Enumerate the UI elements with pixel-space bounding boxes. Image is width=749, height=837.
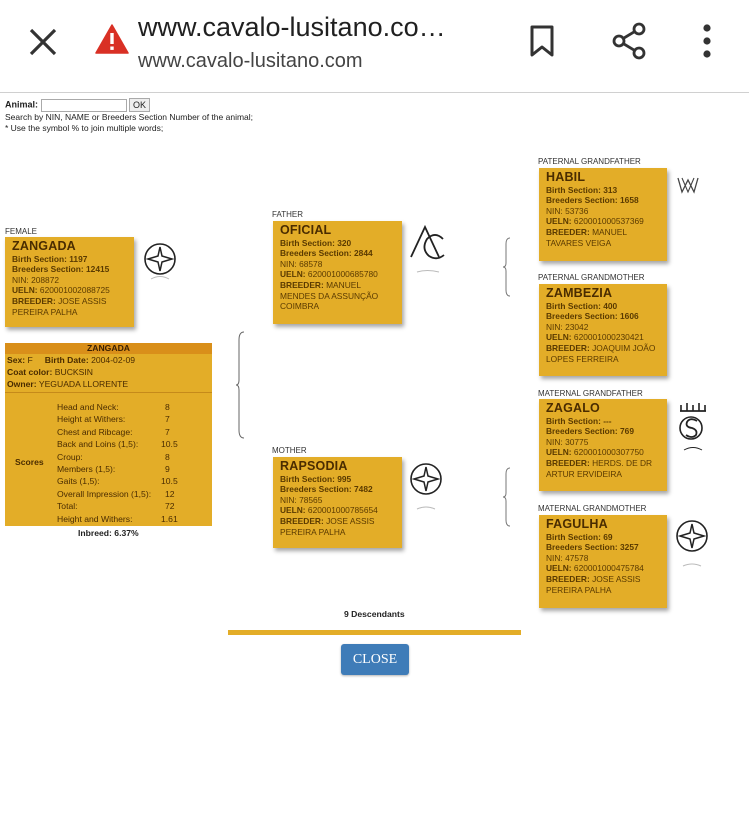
search-help-2: * Use the symbol % to join multiple words; xyxy=(5,123,164,133)
horse-name: ZAMBEZIA xyxy=(546,286,613,300)
score-name: Total: xyxy=(57,501,78,512)
ueln-label: UELN: xyxy=(546,563,572,574)
horse-name: RAPSODIA xyxy=(280,459,348,473)
horse-name: FAGULHA xyxy=(546,517,608,531)
mgf-section-label: MATERNAL GRANDFATHER xyxy=(538,389,643,398)
share-icon[interactable] xyxy=(610,22,648,60)
birth-section: Birth Section: 400 xyxy=(546,300,618,311)
coat-value: BUCKSIN xyxy=(54,367,93,377)
mgm-section-label: MATERNAL GRANDMOTHER xyxy=(538,504,647,513)
breeder-label: BREEDER: xyxy=(546,457,590,468)
descendants-count[interactable]: 9 Descendants xyxy=(344,609,405,619)
crown-s-brand-icon xyxy=(676,401,710,453)
ueln-label: UELN: xyxy=(546,447,572,458)
ueln: 620001000475784 xyxy=(573,563,644,574)
breeder-label: BREEDER: xyxy=(280,515,324,526)
descendants-bar xyxy=(228,630,521,635)
score-value: 72 xyxy=(165,501,175,512)
mother-card[interactable] xyxy=(273,457,402,548)
breeder-label: BREEDER: xyxy=(12,295,56,306)
inbreed-value: Inbreed: 6.37% xyxy=(78,528,139,538)
score-value: 10.5 xyxy=(161,476,178,487)
nin: NIN: 30775 xyxy=(546,436,589,447)
sex-label: Sex: xyxy=(7,355,26,365)
nin: NIN: 23042 xyxy=(546,321,589,332)
breeders-section: Breeders Section: 12415 xyxy=(12,264,110,275)
sex-value: F xyxy=(27,355,33,365)
breeder-label: BREEDER: xyxy=(280,279,324,290)
birth-date-value: 2004-02-09 xyxy=(91,355,136,365)
score-value: 8 xyxy=(165,451,170,462)
pedigree-bracket xyxy=(502,466,512,528)
breeder-label: BREEDER: xyxy=(546,342,590,353)
score-name: Height and Withers: xyxy=(57,513,133,524)
birth-section: Birth Section: 69 xyxy=(546,531,613,542)
score-name: Croup: xyxy=(57,451,83,462)
animal-input[interactable] xyxy=(41,99,127,112)
pgm-section-label: PATERNAL GRANDMOTHER xyxy=(538,273,645,282)
score-name: Height at Withers: xyxy=(57,414,126,425)
breeder-label: BREEDER: xyxy=(546,573,590,584)
breeder: JOAQUIM JOÃO LOPES FERREIRA xyxy=(546,342,656,364)
nin: NIN: 68578 xyxy=(280,258,323,269)
ok-button[interactable]: OK xyxy=(129,98,150,112)
breeder: JOSE ASSIS PEREIRA PALHA xyxy=(280,515,375,537)
mv-brand-icon xyxy=(676,174,700,196)
pedigree-bracket xyxy=(502,236,512,298)
close-button[interactable]: CLOSE xyxy=(341,644,409,675)
score-name: Overall Impression (1,5): xyxy=(57,488,152,499)
owner-value: YEGUADA LLORENTE xyxy=(38,379,129,389)
breeder-label: BREEDER: xyxy=(546,226,590,237)
score-value: 7 xyxy=(165,426,170,437)
birth-section: Birth Section: 1197 xyxy=(12,253,88,264)
pedigree-bracket xyxy=(234,330,248,440)
score-value: 8 xyxy=(165,402,170,412)
breeder: HERDS. DE DR ARTUR ERVIDEIRA xyxy=(546,457,653,479)
female-section-label: FEMALE xyxy=(5,227,38,236)
animal-label: Animal: xyxy=(5,99,39,110)
ueln: 620001000785654 xyxy=(307,505,378,516)
nin: NIN: 53736 xyxy=(546,205,589,216)
score-value: 7 xyxy=(165,414,170,425)
breeders-section: Breeders Section: 7482 xyxy=(280,484,373,495)
paternal-grandmother-card[interactable] xyxy=(539,284,667,376)
maternal-grandmother-card[interactable] xyxy=(539,515,667,608)
breeders-section: Breeders Section: 1606 xyxy=(546,311,639,322)
breeder: MANUEL TAVARES VEIGA xyxy=(546,226,627,248)
warning-icon[interactable] xyxy=(95,24,129,54)
pgf-section-label: PATERNAL GRANDFATHER xyxy=(538,157,641,166)
search-help-1: Search by NIN, NAME or Breeders Section Number of the animal; xyxy=(5,112,254,122)
birth-section: Birth Section: 313 xyxy=(546,184,618,195)
score-value: 12 xyxy=(165,488,175,499)
ueln-label: UELN: xyxy=(546,332,572,343)
nin: NIN: 208872 xyxy=(12,274,60,285)
cross-brand-icon xyxy=(674,518,710,570)
score-name: Members (1,5): xyxy=(57,464,116,474)
ueln-label: UELN: xyxy=(280,505,306,516)
ueln-label: UELN: xyxy=(546,216,572,227)
ueln: 620001000537369 xyxy=(573,216,644,227)
score-name: Back and Loins (1,5): xyxy=(57,439,139,450)
score-name: Head and Neck: xyxy=(57,402,119,412)
scores-label: Scores xyxy=(15,457,44,467)
score-name: Chest and Ribcage: xyxy=(57,426,133,437)
breeders-section: Breeders Section: 3257 xyxy=(546,542,639,553)
horse-name: ZANGADA xyxy=(12,239,76,253)
birth-section: Birth Section: 995 xyxy=(280,473,352,484)
horse-details-panel xyxy=(5,343,212,526)
paternal-grandfather-card[interactable] xyxy=(539,168,667,261)
horse-name: ZAGALO xyxy=(546,401,600,415)
birth-section: Birth Section: --- xyxy=(546,415,612,426)
owner-label: Owner: xyxy=(7,379,37,389)
score-value: 1.61 xyxy=(161,513,178,524)
horse-name: HABIL xyxy=(546,170,586,184)
ueln-label: UELN: xyxy=(12,285,38,296)
details-divider xyxy=(5,392,212,393)
animal-search xyxy=(5,98,253,134)
father-section-label: FATHER xyxy=(272,210,303,219)
female-card[interactable] xyxy=(5,237,134,327)
breeders-section: Breeders Section: 769 xyxy=(546,426,634,437)
ueln-label: UELN: xyxy=(280,269,306,280)
ueln: 620001000685780 xyxy=(307,269,378,280)
coat-label: Coat color: xyxy=(7,367,53,377)
ueln: 620001002088725 xyxy=(39,285,110,296)
cross-brand-icon xyxy=(408,461,444,513)
father-card[interactable] xyxy=(273,221,402,324)
more-vert-icon[interactable] xyxy=(700,22,714,60)
birth-date-label: Birth Date: xyxy=(44,355,89,365)
score-value: 10.5 xyxy=(161,439,178,450)
close-icon[interactable] xyxy=(25,26,61,58)
nin: NIN: 78565 xyxy=(280,494,323,505)
breeder: MANUEL MENDES DA ASSUNÇÃO COIMBRA xyxy=(280,279,379,312)
breeders-section: Breeders Section: 1658 xyxy=(546,195,639,206)
ueln: 620001000230421 xyxy=(573,332,644,343)
score-value: 9 xyxy=(165,464,170,474)
birth-section: Birth Section: 320 xyxy=(280,237,352,248)
ac-brand-icon xyxy=(407,223,447,275)
breeder: JOSE ASSIS PEREIRA PALHA xyxy=(12,295,107,317)
horse-name: OFICIAL xyxy=(280,223,332,237)
maternal-grandfather-card[interactable] xyxy=(539,399,667,491)
page-title[interactable]: www.cavalo-lusitano.co… xyxy=(138,12,446,42)
bookmark-icon[interactable] xyxy=(528,24,556,58)
browser-toolbar xyxy=(0,0,749,93)
mother-section-label: MOTHER xyxy=(272,446,307,455)
details-title: ZANGADA xyxy=(5,343,212,354)
cross-brand-icon xyxy=(142,241,178,281)
nin: NIN: 47578 xyxy=(546,552,589,563)
page-url[interactable]: www.cavalo-lusitano.com xyxy=(138,50,363,72)
ueln: 620001000307750 xyxy=(573,447,644,458)
breeders-section: Breeders Section: 2844 xyxy=(280,248,373,259)
score-name: Gaits (1,5): xyxy=(57,476,100,487)
breeder: JOSE ASSIS PEREIRA PALHA xyxy=(546,573,641,595)
